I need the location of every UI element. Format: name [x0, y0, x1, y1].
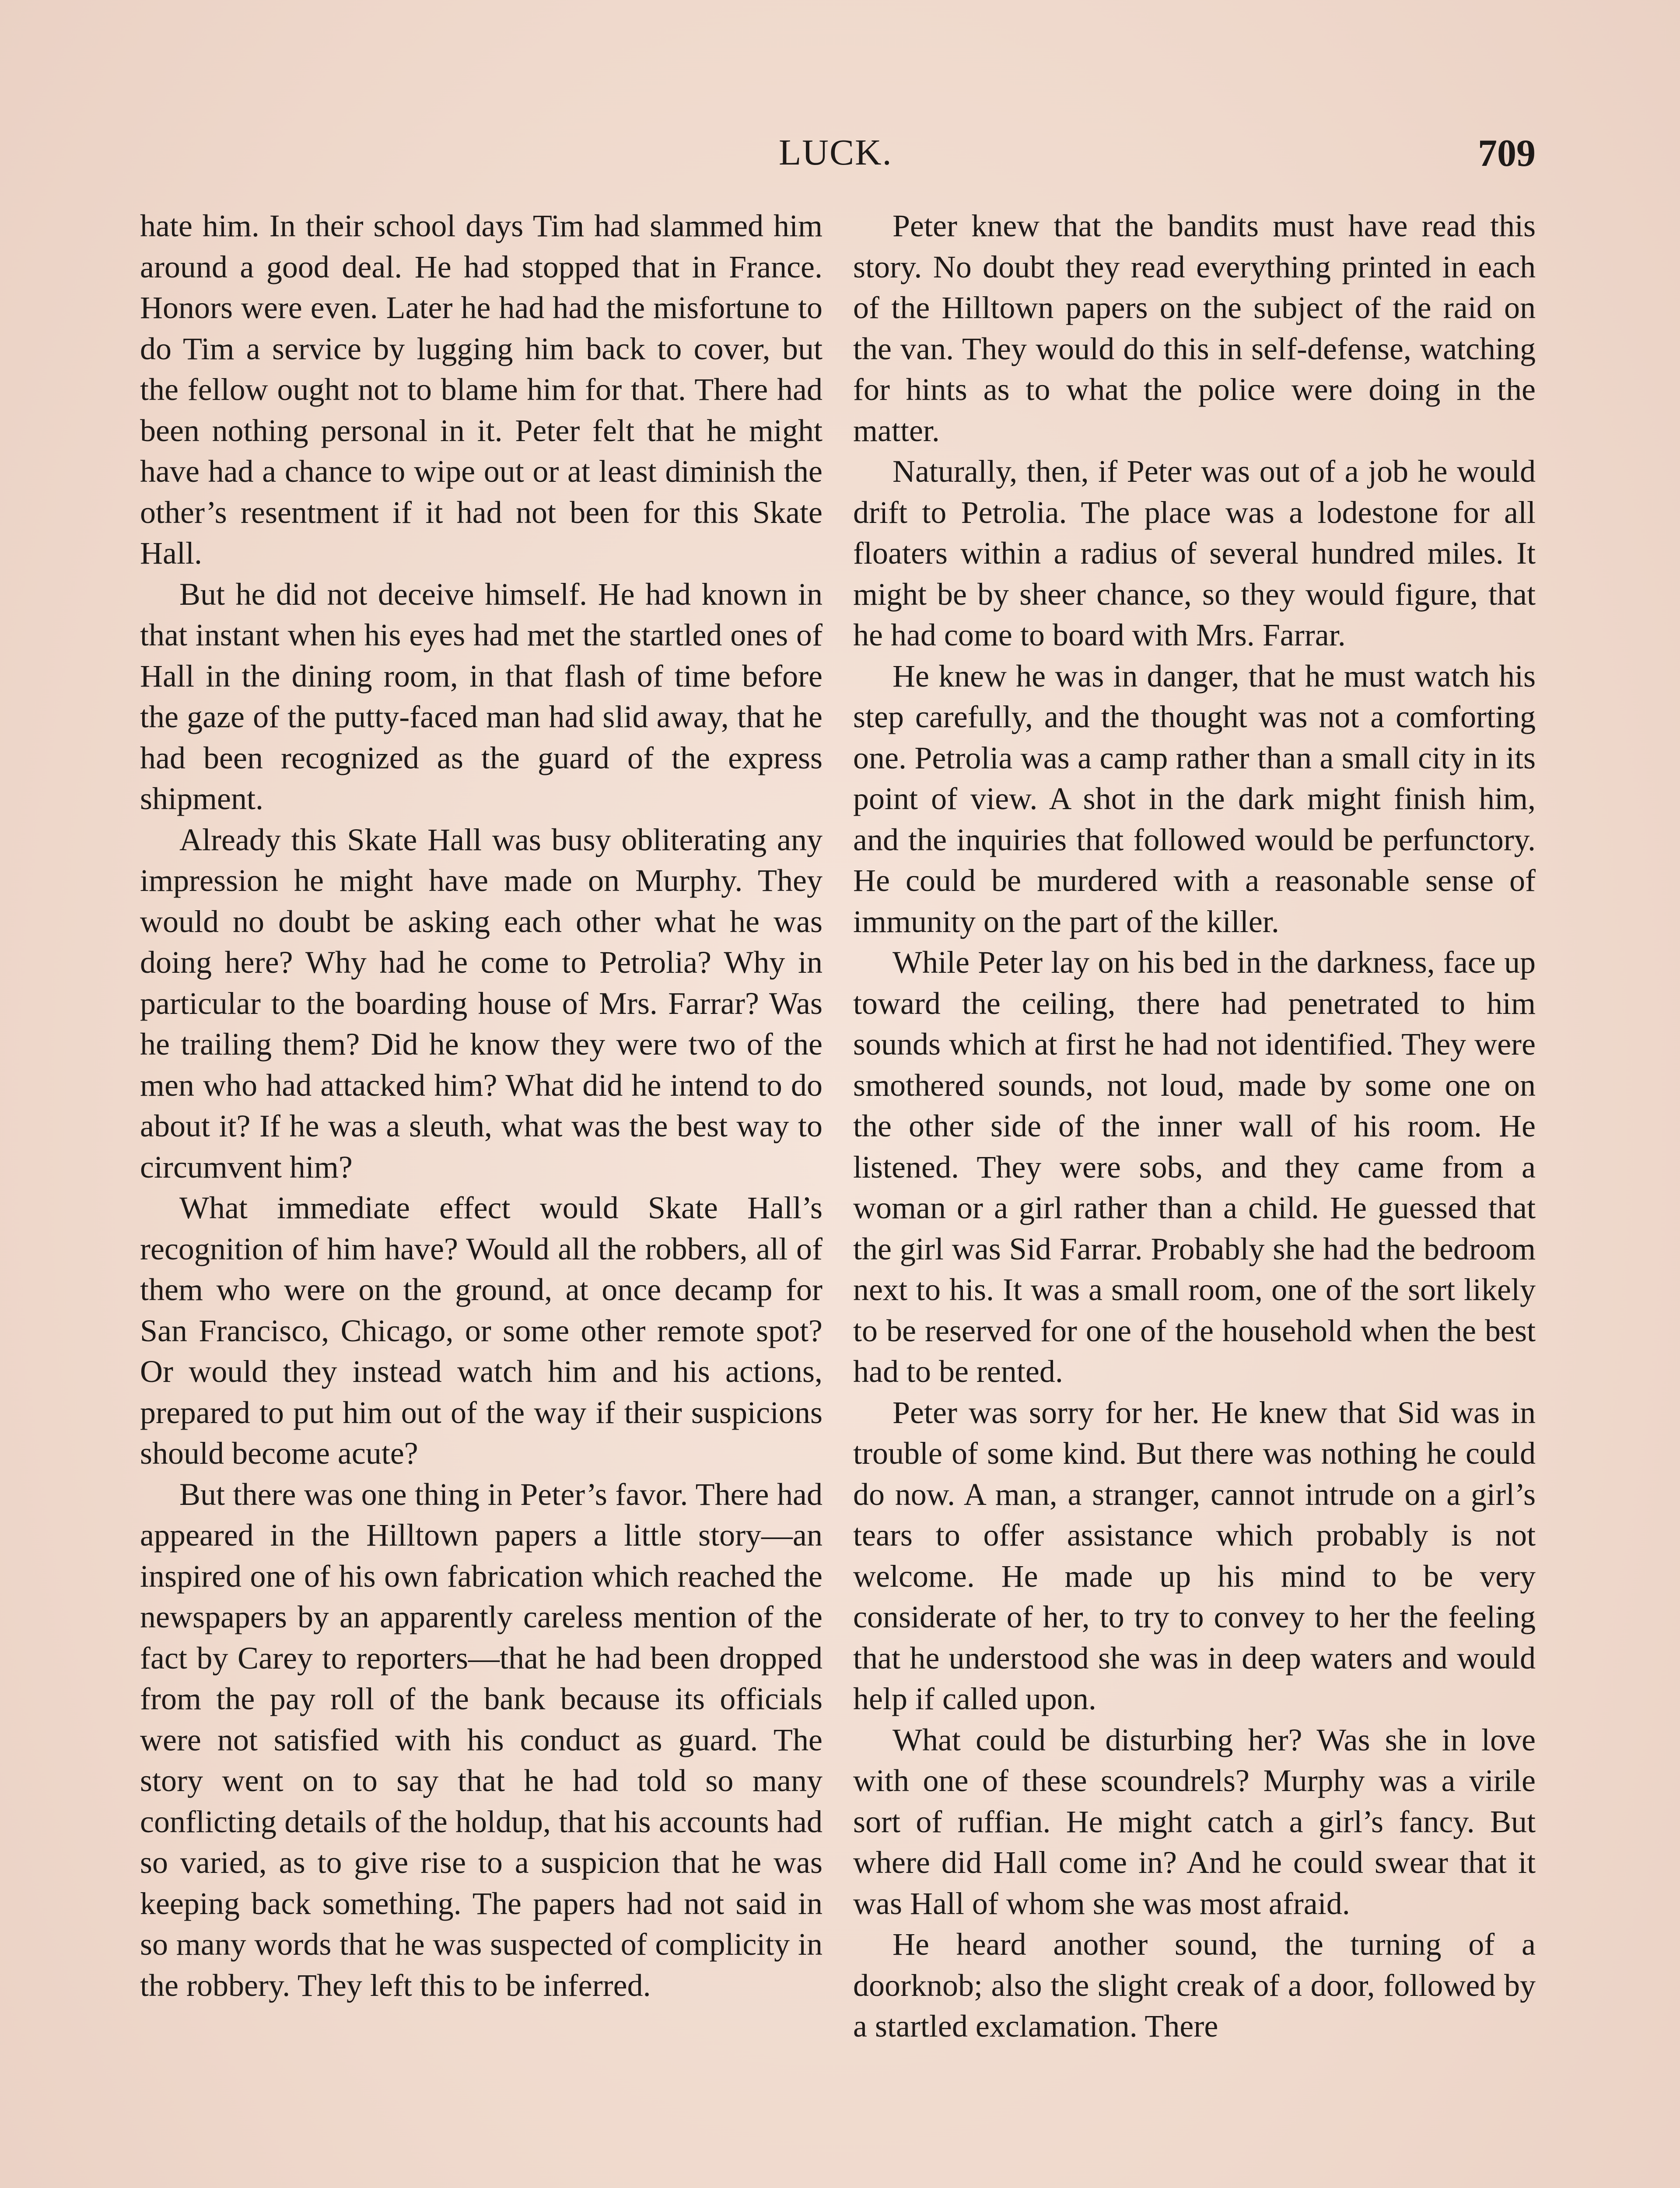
paragraph: He knew he was in danger, that he must watch his step carefully, and the thought was not a comforting one. Petrolia was a camp rather than a small city in its point of view. A shot in the dark might finish him, and the inquiries that followed would be perfunctory. He could be murdered with a reasonable sense of immunity on the part of the killer.: [853, 658, 1536, 939]
paragraph: But he did not deceive himself. He had known in that instant when his eyes had met the startled ones of Hall in the dining room, in that flash of time before the gaze of the putty-faced man had slid away, that he had been recognized as the guard of the express shipment.: [140, 576, 822, 816]
paragraph: But there was one thing in Peter’s favor. There had appeared in the Hilltown papers a little story—an inspired one of his own fabrication which reached the newspapers by an apparently careless mention of the fact by Carey to reporters—that he had been dropped from the pay roll of the bank because its officials were not satisfied with his conduct as guard. The story went on to say that he had told so many conflicting details of the holdup, that his accounts had so varied, as to give rise to a suspicion that he was keeping back something. The papers had not said in so many words that he was suspected of complicity in the robbery. They left this to be inferred.: [140, 1476, 822, 2003]
paragraph: Naturally, then, if Peter was out of a job he would drift to Petrolia. The place was a lodestone for all floaters within a radius of several hundred miles. It might be by sheer chance, so they would figure, that he had come to board with Mrs. Farrar.: [853, 454, 1536, 652]
running-head: LUCK.: [779, 132, 892, 173]
page-number: 709: [1478, 132, 1536, 175]
right-column: [853, 206, 1536, 2188]
paragraph: What immediate effect would Skate Hall’s recognition of him have? Would all the robbers, all of them who were on the ground, at once decamp for San Francisco, Chicago, or some other remote spot? Or would they instead watch him and his actions, prepared to put him out of the way if their suspicions should become acute?: [140, 1190, 822, 1471]
paragraph: Peter was sorry for her. He knew that Sid was in trouble of some kind. But there was nothing he could do now. A man, a stranger, cannot intrude on a girl’s tears to offer assistance which probably is not welcome. He made up his mind to be very considerate of her, to try to convey to her the feeling that he understood she was in deep waters and would help if called upon.: [853, 1395, 1536, 1716]
paragraph: He heard another sound, the turning of a doorknob; also the slight creak of a door, followed by a startled exclamation. There: [853, 1927, 1536, 2044]
paragraph: Already this Skate Hall was busy obliterating any impression he might have made on Murphy. They would no doubt be asking each other what he was doing here? Why had he come to Petrolia? Why in particular to the boarding house of Mrs. Farrar? Was he trailing them? Did he know they were two of the men who had attacked him? What did he intend to do about it? If he was a sleuth, what was the best way to circumvent him?: [140, 822, 822, 1185]
paragraph: What could be disturbing her? Was she in love with one of these scoundrels? Murphy was a virile sort of ruffian. He might catch a girl’s fancy. But where did Hall come in? And he could swear that it was Hall of whom she was most afraid.: [853, 1722, 1536, 1921]
paragraph: While Peter lay on his bed in the darkness, face up toward the ceiling, there had penetrated to him sounds which at first he had not identified. They were smothered sounds, not loud, made by some one on the other side of the inner wall of his room. He listened. They were sobs, and they came from a woman or a girl rather than a child. He guessed that the girl was Sid Farrar. Probably she had the bedroom next to his. It was a small room, one of the sort likely to be reserved for one of the household when the best had to be rented.: [853, 945, 1536, 1389]
left-column: [140, 206, 822, 2188]
page-header: [140, 131, 1536, 184]
paragraph: hate him. In their school days Tim had slammed him around a good deal. He had stopped that in France. Honors were even. Later he had had the misfortune to do Tim a service by lugging him back to cover, but the fellow ought not to blame him for that. There had been nothing personal in it. Peter felt that he might have had a chance to wipe out or at least diminish the other’s resentment if it had not been for this Skate Hall.: [140, 208, 822, 571]
paragraph: Peter knew that the bandits must have read this story. No doubt they read everything printed in each of the Hilltown papers on the subject of the raid on the van. They would do this in self-defense, watching for hints as to what the police were doing in the matter.: [853, 208, 1536, 448]
